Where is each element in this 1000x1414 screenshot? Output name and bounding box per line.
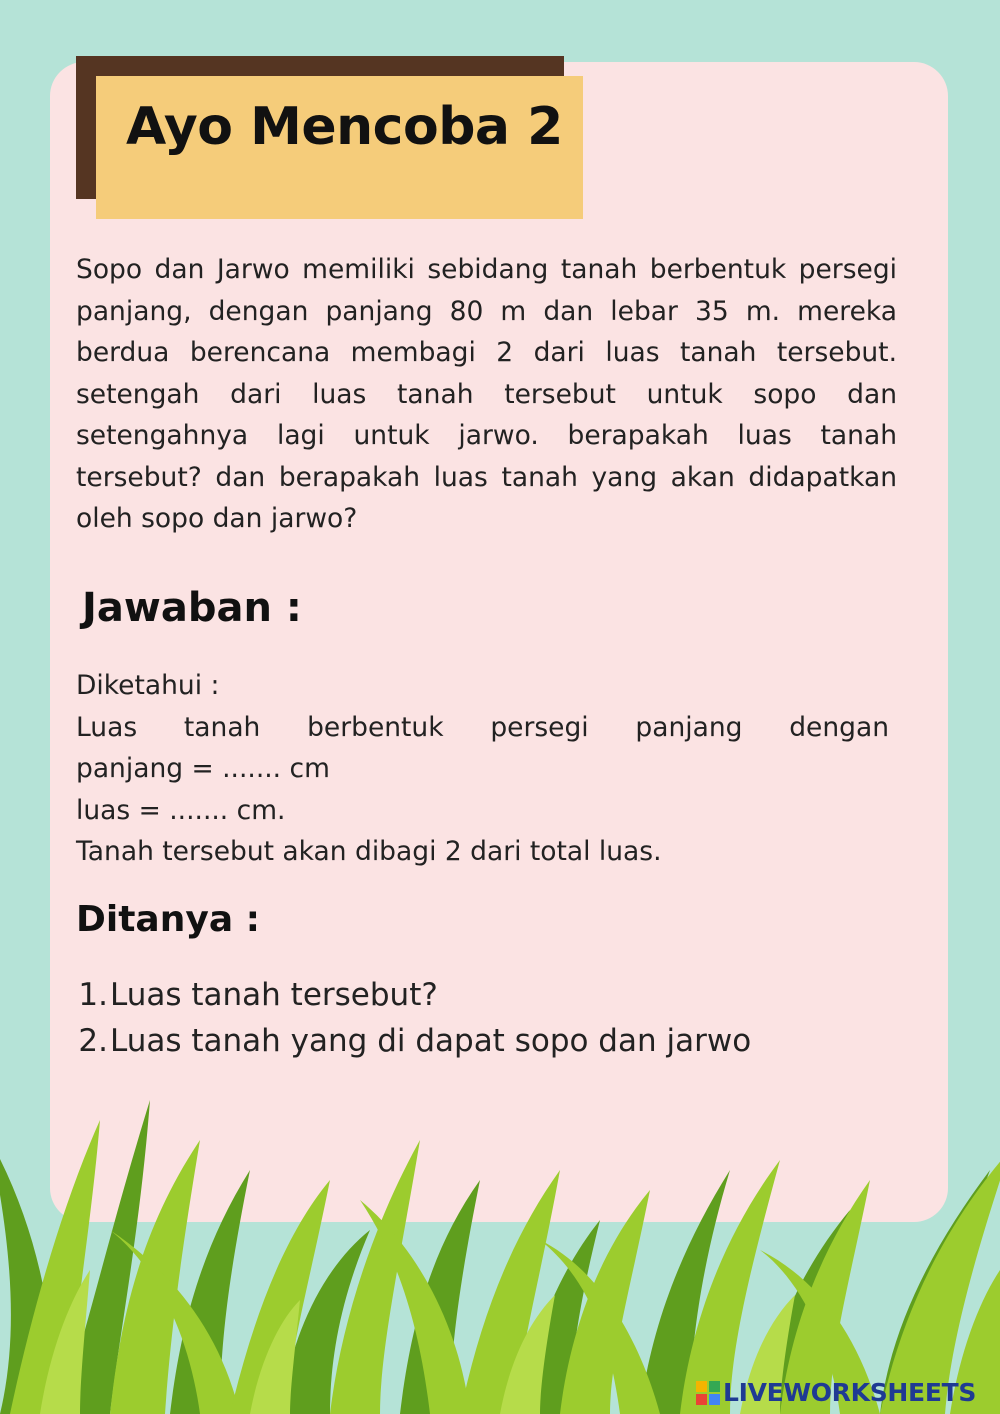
watermark-text: LIVEWORKSHEETS: [723, 1378, 977, 1407]
question-number: 2.: [78, 1023, 108, 1059]
known-line-area: luas = ....... cm.: [76, 794, 286, 826]
known-line-division: Tanah tersebut akan dibagi 2 dari total luas.: [76, 836, 662, 867]
page-title: Ayo Mencoba 2: [126, 97, 563, 157]
known-line-shape: Luas tanah berbentuk persegi panjang dengan: [76, 711, 889, 743]
question-text: Luas tanah tersebut?: [110, 977, 438, 1013]
story-problem-text: Sopo dan Jarwo memiliki sebidang tanah berbentuk persegi panjang, dengan panjang 80 m dan lebar 35 m. mereka berdua berencana membagi 2 dari luas tanah tersebut. setengah dari luas tanah tersebut untuk sopo dan setengahnya lagi untuk jarwo. berapakah luas tanah tersebut? dan berapakah luas tanah yang akan didapatkan oleh sopo dan jarwo?: [76, 254, 897, 534]
watermark: [696, 1378, 976, 1407]
question-number: 1.: [78, 977, 108, 1013]
question-list: [76, 972, 896, 1064]
grass-decoration: [0, 1080, 1000, 1414]
list-item: [76, 1018, 896, 1064]
answer-heading: Jawaban :: [82, 585, 302, 631]
list-item: [76, 972, 896, 1018]
known-label: Diketahui :: [76, 670, 220, 701]
known-section: [76, 665, 889, 873]
liveworksheets-logo-icon: [696, 1381, 720, 1405]
question-text: Luas tanah yang di dapat sopo dan jarwo: [110, 1023, 752, 1059]
asked-heading: Ditanya :: [76, 899, 261, 940]
known-line-length: panjang = ....... cm: [76, 753, 330, 784]
